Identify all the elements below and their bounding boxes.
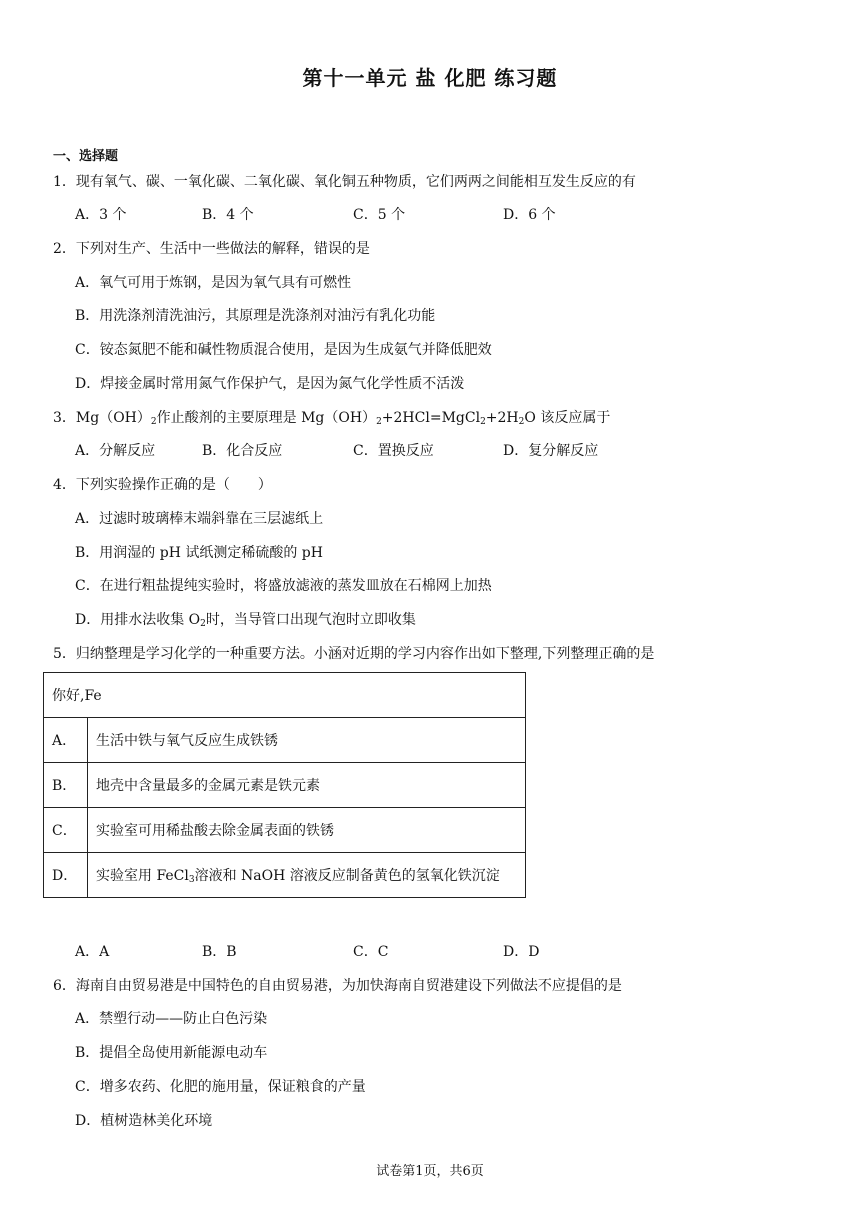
question-1-option-b: B．4 个 bbox=[202, 207, 254, 223]
row-text: 实验室可用稀盐酸去除金属表面的铁锈 bbox=[88, 808, 526, 853]
question-2-option-d: D．焊接金属时常用氮气作保护气，是因为氮气化学性质不活泼 bbox=[75, 376, 465, 392]
question-4-stem: 4．下列实验操作正确的是（ ） bbox=[53, 477, 272, 493]
question-4-option-c: C．在进行粗盐提纯实验时，将盛放滤液的蒸发皿放在石棉网上加热 bbox=[75, 578, 492, 594]
table-row bbox=[44, 853, 526, 898]
question-6-option-c: C．增多农药、化肥的施用量，保证粮食的产量 bbox=[75, 1079, 366, 1095]
question-4-option-a: A．过滤时玻璃棒末端斜靠在三层滤纸上 bbox=[75, 511, 324, 527]
row-key: D． bbox=[44, 853, 88, 898]
question-5-option-c: C．C bbox=[353, 944, 389, 960]
question-3-option-a: A．分解反应 bbox=[75, 443, 156, 459]
question-2-stem: 2．下列对生产、生活中一些做法的解释，错误的是 bbox=[53, 241, 370, 257]
question-5-option-a: A．A bbox=[75, 944, 110, 960]
table-row bbox=[44, 718, 526, 763]
table-row bbox=[44, 763, 526, 808]
table-header-row bbox=[44, 673, 526, 718]
section-heading: 一、选择题 bbox=[53, 149, 119, 164]
question-5-table bbox=[43, 672, 526, 898]
question-1-option-d: D．6 个 bbox=[503, 207, 556, 223]
question-2-option-b: B．用洗涤剂清洗油污，其原理是洗涤剂对油污有乳化功能 bbox=[75, 308, 436, 324]
page-footer: 试卷第1页，共6页 bbox=[376, 1164, 484, 1179]
question-2-option-a: A．氧气可用于炼钢，是因为氧气具有可燃性 bbox=[75, 275, 352, 291]
question-6-option-d: D．植树造林美化环境 bbox=[75, 1113, 213, 1129]
row-key: A． bbox=[44, 718, 88, 763]
question-1-option-a: A．3 个 bbox=[75, 207, 127, 223]
question-2-option-c: C．铵态氮肥不能和碱性物质混合使用，是因为生成氨气并降低肥效 bbox=[75, 342, 492, 358]
question-3-option-b: B．化合反应 bbox=[202, 443, 283, 459]
question-6-stem: 6．海南自由贸易港是中国特色的自由贸易港，为加快海南自贸港建设下列做法不应提倡的是 bbox=[53, 978, 622, 994]
question-5-option-d: D．D bbox=[503, 944, 540, 960]
page-title: 第十一单元 盐 化肥 练习题 bbox=[302, 66, 558, 90]
row-key: B． bbox=[44, 763, 88, 808]
question-4-option-d: D．用排水法收集 $O_2$时，当导管口出现气泡时立即收集 bbox=[75, 612, 416, 629]
table-header-cell: 你好,Fe bbox=[44, 673, 526, 718]
question-5-stem: 5．归纳整理是学习化学的一种重要方法。小涵对近期的学习内容作出如下整理,下列整理正确的是 bbox=[53, 646, 655, 662]
question-6-option-a: A．禁塑行动——防止白色污染 bbox=[75, 1011, 268, 1027]
question-4-option-b: B．用润湿的 pH 试纸测定稀硫酸的 pH bbox=[75, 545, 323, 561]
row-text: 实验室用 FeCl$_3$溶液和 NaOH 溶液反应制备黄色的氢氧化铁沉淀 bbox=[88, 853, 526, 898]
question-3-option-c: C．置换反应 bbox=[353, 443, 434, 459]
question-3-option-d: D．复分解反应 bbox=[503, 443, 599, 459]
question-1-stem: 1．现有氧气、碳、一氧化碳、二氧化碳、氧化铜五种物质，它们两两之间能相互发生反应的有 bbox=[53, 174, 636, 190]
table-row bbox=[44, 808, 526, 853]
row-text: 地壳中含量最多的金属元素是铁元素 bbox=[88, 763, 526, 808]
row-key: C． bbox=[44, 808, 88, 853]
row-text: 生活中铁与氧气反应生成铁锈 bbox=[88, 718, 526, 763]
question-1-option-c: C．5 个 bbox=[353, 207, 406, 223]
question-6-option-b: B．提倡全岛使用新能源电动车 bbox=[75, 1045, 268, 1061]
question-5-option-b: B．B bbox=[202, 944, 237, 960]
question-3-stem: 3．$Mg(OH)_2$作止酸剂的主要原理是 $Mg(OH)_2+2HCl=MgCl_2+2H_2O$ 该反应属于 bbox=[53, 410, 611, 427]
